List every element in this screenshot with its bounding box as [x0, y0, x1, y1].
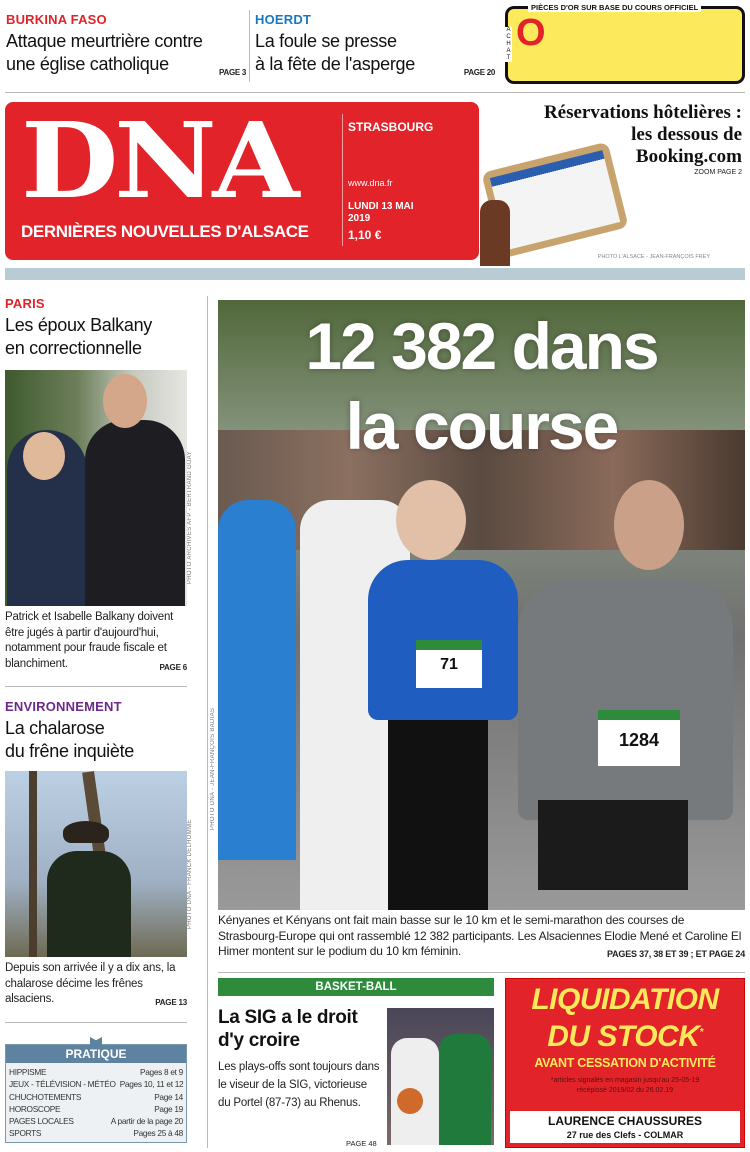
top-story-hoerdt[interactable]	[255, 12, 495, 84]
divider	[249, 10, 250, 82]
gold-ad-letter: O	[516, 12, 546, 54]
bookmark-icon	[90, 1037, 102, 1045]
kicker: ENVIRONNEMENT	[5, 699, 122, 714]
masthead[interactable]	[5, 99, 479, 260]
pratique-label: CHUCHOTEMENTS	[9, 1091, 82, 1102]
pratique-title: PRATIQUE	[6, 1045, 186, 1063]
bib-number: 1284	[598, 710, 680, 766]
page-ref: PAGE 3	[219, 68, 246, 77]
headline: La chalarose du frêne inquiète	[5, 718, 135, 761]
pratique-row[interactable]	[9, 1103, 183, 1115]
hand	[480, 200, 510, 266]
photo-credit: PHOTO DNA - JEAN-FRANÇOIS BADIAS	[210, 707, 216, 830]
kicker: HOERDT	[255, 12, 312, 27]
promo-headline: Réservations hôtelières : les dessous de Booking.com ZOOM PAGE 2	[543, 102, 742, 176]
photo-credit: PHOTO DNA - FRANCK DELHOMME	[187, 819, 193, 929]
gold-ad-title: PIÈCES D'OR SUR BASE DU COURS OFFICIEL	[528, 3, 701, 12]
main-headline: 12 382 dans la course	[305, 309, 658, 463]
pratique-page: Pages 25 à 48	[133, 1128, 183, 1139]
promo-booking[interactable]	[480, 100, 746, 266]
page-ref: PAGES 37, 38 ET 39 ; ET PAGE 24	[606, 949, 745, 959]
headline: La foule se presse à la fête de l'asperge PAGE 20	[255, 30, 495, 76]
pratique-page: Page 14	[154, 1091, 183, 1102]
pratique-row[interactable]	[9, 1066, 183, 1078]
logo-subtitle: DERNIÈRES NOUVELLES D'ALSACE	[21, 222, 309, 241]
pratique-label: JEUX - TÉLÉVISION - MÉTÉO	[9, 1079, 116, 1090]
ad-address: 27 rue des Clefs - COLMAR	[566, 1130, 684, 1140]
website[interactable]: www.dna.fr	[348, 178, 393, 188]
logo: DNA	[21, 99, 296, 222]
gold-ad[interactable]	[505, 3, 745, 84]
pratique-box	[5, 1044, 187, 1143]
bib-number: 71	[416, 640, 482, 688]
pratique-row[interactable]	[9, 1115, 183, 1127]
ad-line1: LIQUIDATION	[531, 983, 719, 1016]
headline: Les époux Balkany en correctionnelle	[5, 315, 153, 358]
headline: Attaque meurtrière contre une église catholique PAGE 3	[6, 30, 246, 76]
page-ref: ZOOM PAGE 2	[694, 169, 742, 176]
balkany-photo	[5, 370, 187, 606]
gold-ad-side: ACHAT	[506, 27, 511, 61]
ad-shop: LAURENCE CHAUSSURES	[547, 1114, 702, 1128]
pratique-page: Page 19	[154, 1103, 183, 1114]
edition: STRASBOURG	[348, 120, 434, 134]
page-ref: PAGE 20	[463, 68, 495, 77]
divider	[5, 92, 745, 93]
page-ref: PAGE 48	[346, 1139, 377, 1148]
divider	[5, 1022, 187, 1023]
page-ref: PAGE 6	[159, 662, 187, 672]
pratique-page: A partir de la page 20	[110, 1116, 183, 1127]
ad-liquidation[interactable]	[505, 978, 745, 1148]
ad-line3: AVANT CESSATION D'ACTIVITÉ	[534, 1056, 716, 1070]
page-ref: PAGE 13	[155, 998, 187, 1007]
pratique-page: Pages 8 et 9	[140, 1067, 183, 1077]
date: LUNDI 13 MAI 2019	[348, 201, 414, 224]
pratique-label: HOROSCOPE	[9, 1103, 61, 1114]
column-divider	[207, 296, 208, 1148]
pratique-label: SPORTS	[9, 1128, 42, 1139]
caption: Depuis son arrivée il y a dix ans, la chalarose décime les frênes alsaciens. PAGE 13	[5, 961, 187, 1008]
kicker: PARIS	[5, 296, 45, 311]
caption: Patrick et Isabelle Balkany doivent être jugés à partir d'aujourd'hui, notamment pour fraude fiscale et blanchiment. PAGE 6	[5, 610, 187, 672]
story-basket[interactable]	[218, 978, 494, 1148]
summary: Les plays-offs sont toujours dans le viseur de la SIG, victorieuse du Portel (87-73) au Rhenus.	[218, 1061, 380, 1109]
story-balkany[interactable]	[5, 296, 193, 675]
pratique-row[interactable]	[9, 1127, 183, 1139]
basket-photo	[387, 1008, 494, 1145]
ad-line2: DU STOCK*	[547, 1020, 703, 1053]
story-chalarose[interactable]	[5, 699, 193, 1011]
ad-shop-box	[510, 1111, 740, 1143]
headline: La SIG a le droit d'y croire	[218, 1007, 358, 1051]
main-photo-race[interactable]	[218, 300, 745, 910]
photo-credit: PHOTO ARCHIVES AFP - BERTRAND GUAY	[187, 451, 193, 584]
ad-fine-print: *articles signalés en magasin jusqu'au 25-05-19 récépissé 2019/02 du 26.02.19	[550, 1077, 700, 1094]
pratique-label: PAGES LOCALES	[9, 1116, 74, 1127]
kicker: BURKINA FASO	[6, 12, 107, 27]
pratique-page: Pages 10, 11 et 12	[119, 1079, 184, 1090]
section-bar	[5, 268, 745, 280]
pratique-row[interactable]	[9, 1091, 183, 1103]
ash-tree-photo	[5, 771, 187, 957]
divider	[342, 114, 343, 246]
photo-credit: PHOTO L'ALSACE - JEAN-FRANÇOIS FREY	[597, 254, 710, 260]
kicker-bar: BASKET-BALL	[218, 978, 494, 996]
main-caption: Kényanes et Kényans ont fait main basse sur le 10 km et le semi-marathon des courses de Strasbourg-Europe qui ont rassemblé 12 382 participants. Les Alsaciennes Elodie Mené et Caroline El Himer montent sur le podium du 10 km féminin. PAGES 37, 38 ET 39 ; ET PAGE 24	[218, 913, 745, 963]
pratique-label: HIPPISME	[9, 1067, 47, 1077]
divider	[5, 686, 187, 687]
price: 1,10 €	[348, 228, 382, 242]
top-story-burkina[interactable]	[6, 12, 246, 84]
pratique-row[interactable]	[9, 1078, 183, 1090]
divider	[218, 972, 745, 973]
